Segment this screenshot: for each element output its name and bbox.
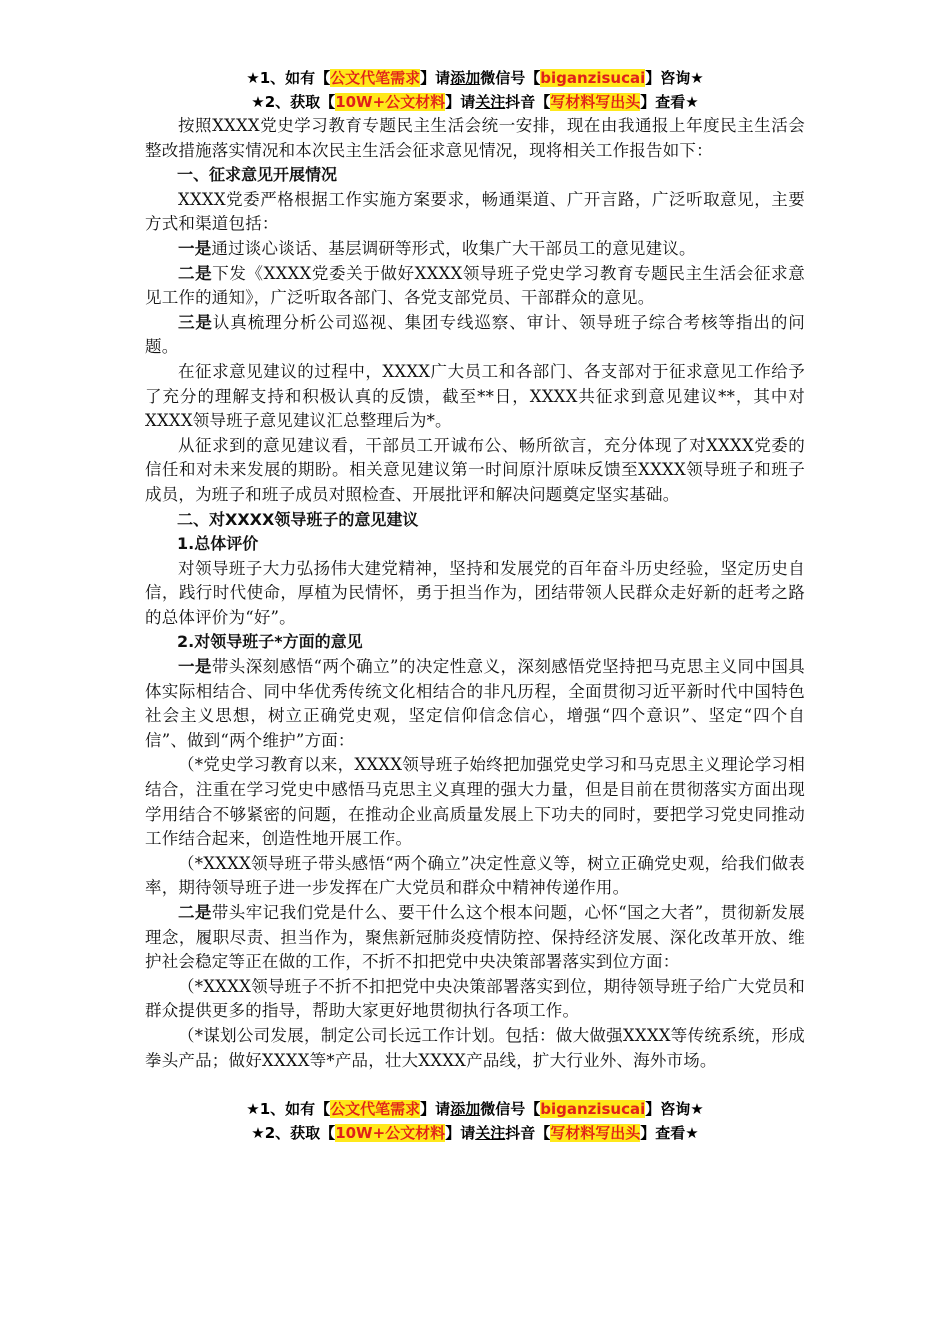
banner-text: ★2、获取【	[251, 1124, 336, 1143]
promo-banner-wechat-footer	[145, 1097, 805, 1121]
banner-underline: 添加	[450, 1100, 481, 1119]
item-text: 通过谈心谈话、基层调研等形式，收集广大干部员工的意见建议。	[211, 238, 696, 258]
promo-banner-wechat	[145, 66, 805, 90]
list-item	[145, 262, 805, 311]
banner-text: ★1、如有【	[246, 1100, 331, 1119]
wechat-id-highlight: biganzisucai	[540, 69, 646, 87]
banner-highlight: 10W+公文材料	[335, 93, 446, 111]
paragraph: （*党史学习教育以来，XXXX领导班子始终把加强党史学习和马克思主义理论学习相结合，注重在学习党史中感悟马克思主义真理的强大力量，但是目前在贯彻落实方面出现学用结合不够紧密的问题，在推动企业高质量发展上下功夫的同时，要把学习党史同推动工作结合起来，创造性地开展工作。	[145, 755, 805, 849]
banner-text: 】请	[420, 69, 451, 87]
document-page	[145, 66, 805, 1145]
paragraph: （*XXXX领导班子带头感悟“两个确立”决定性意义等，树立正确党史观，给我们做表率，期待领导班子进一步发挥在广大党员和群众中精神传递作用。	[145, 853, 805, 898]
section-heading-2: 二、对XXXX领导班子的意见建议	[177, 509, 419, 529]
paragraph: XXXX党委严格根据工作实施方案要求，畅通渠道、广开言路，广泛听取意见，主要方式和渠道包括：	[145, 189, 805, 234]
list-item	[145, 237, 805, 262]
banner-underline: 添加	[450, 69, 481, 87]
item-text: 带头牢记我们党是什么、要干什么这个根本问题，心怀“国之大者”，贯彻新发展理念，履职尽责、担当作为，聚焦新冠肺炎疫情防控、保持经济发展、深化改革开放、维护社会稳定等正在做的工作，不折不扣把党中央决策部署落实到位方面：	[145, 903, 806, 972]
wechat-id-highlight: biganzisucai	[540, 1100, 646, 1119]
banner-highlight: 公文代笔需求	[330, 69, 421, 87]
item-lead: 一是	[178, 657, 212, 677]
promo-banner-douyin-footer	[145, 1121, 805, 1145]
banner-text: ★1、如有【	[246, 69, 331, 87]
douyin-id-highlight: 写材料写出头	[550, 1124, 641, 1143]
section-heading-1: 一、征求意见开展情况	[177, 165, 338, 185]
item-lead: 三是	[178, 312, 213, 332]
paragraph: 对领导班子大力弘扬伟大建党精神，坚持和发展党的百年奋斗历史经验，坚定历史自信，践行时代使命，厚植为民情怀，勇于担当作为，团结带领人民群众走好新的赶考之路的总体评价为“好”。	[145, 558, 805, 627]
paragraph: 在征求意见建议的过程中，XXXX广大员工和各部门、各支部对于征求意见工作给予了充分的理解支持和积极认真的反馈，截至**日，XXXX共征求到意见建议**，其中对XXXX领导班子意见建议汇总整理后为*。	[145, 361, 805, 431]
banner-text: 】请	[420, 1100, 451, 1119]
subsection-heading: 1.总体评价	[177, 534, 259, 554]
douyin-id-highlight: 写材料写出头	[550, 93, 641, 111]
banner-highlight: 公文代笔需求	[330, 1100, 421, 1119]
paragraph: （*XXXX领导班子不折不扣把党中央决策部署落实到位，期待领导班子给广大党员和群众提供更多的指导，帮助大家更好地贯彻执行各项工作。	[145, 976, 805, 1021]
banner-text: 抖音【	[505, 93, 551, 111]
banner-text: ★2、获取【	[251, 93, 336, 111]
paragraph: 从征求到的意见建议看，干部员工开诚布公、畅所欲言，充分体现了对XXXX党委的信任和对未来发展的期盼。相关意见建议第一时间原汁原味反馈至XXXX领导班子和班子成员，为班子和班子成员对照检查、开展批评和解决问题奠定坚实基础。	[145, 435, 805, 504]
banner-text: 抖音【	[505, 1124, 551, 1143]
item-lead: 二是	[178, 903, 212, 922]
banner-text: 】请	[445, 1124, 476, 1143]
item-lead: 二是	[178, 263, 213, 283]
banner-text: 】咨询★	[645, 1100, 704, 1119]
banner-text: 】查看★	[640, 1124, 699, 1143]
banner-text: 】请	[445, 93, 476, 111]
list-item	[145, 655, 805, 753]
promo-banner-douyin	[145, 90, 805, 114]
banner-underline: 关注	[475, 1124, 506, 1143]
item-text: 带头深刻感悟“两个确立”的决定性意义，深刻感悟党坚持把马克思主义同中国具体实际相结合、同中华优秀传统文化相结合的非凡历程，全面贯彻习近平新时代中国特色社会主义思想，树立正确党史观，坚定信仰信念信心，增强“四个意识”、坚定“四个自信”、做到“两个维护”方面：	[145, 657, 806, 750]
banner-text: 】咨询★	[645, 69, 704, 87]
list-item	[145, 901, 805, 975]
banner-underline: 关注	[475, 93, 506, 111]
banner-text: 微信号【	[480, 69, 541, 87]
list-item	[145, 311, 805, 360]
paragraph: （*谋划公司发展，制定公司长远工作计划。包括：做大做强XXXX等传统系统，形成拳头产品；做好XXXX等*产品，壮大XXXX产品线，扩大行业外、海外市场。	[145, 1025, 805, 1070]
intro-paragraph: 按照XXXX党史学习教育专题民主生活会统一安排，现在由我通报上年度民主生活会整改措施落实情况和本次民主生活会征求意见情况，现将相关工作报告如下：	[145, 116, 805, 160]
banner-highlight: 10W+公文材料	[335, 1124, 446, 1143]
item-text: 认真梳理分析公司巡视、集团专线巡察、审计、领导班子综合考核等指出的问题。	[145, 312, 805, 357]
banner-text: 微信号【	[480, 1100, 541, 1119]
spacer	[145, 1073, 805, 1097]
banner-text: 】查看★	[640, 93, 699, 111]
item-text: 下发《XXXX党委关于做好XXXX领导班子党史学习教育专题民主生活会征求意见工作的通知》，广泛听取各部门、各党支部党员、干部群众的意见。	[145, 263, 805, 308]
subsection-heading: 2.对领导班子*方面的意见	[177, 632, 363, 652]
item-lead: 一是	[178, 238, 212, 258]
